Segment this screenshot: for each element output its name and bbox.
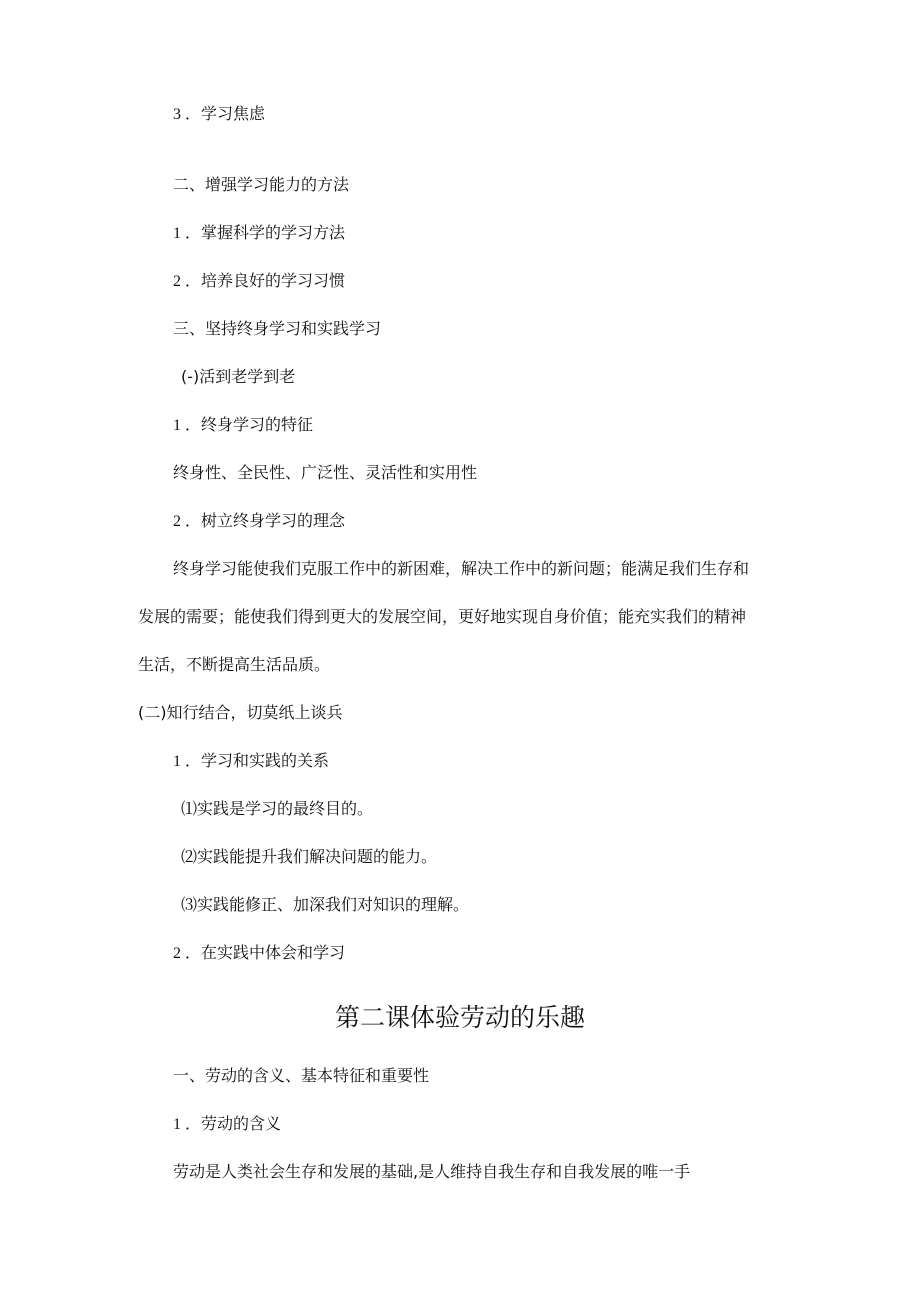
item-text: ⑶实践能修正、加深我们对知识的理解。 (181, 895, 470, 914)
item-text: ．培养良好的学习习惯 (185, 271, 346, 290)
paragraph-text: 劳动是人类社会生存和发展的基础,是人维持自我生存和自我发展的唯一手 (173, 1162, 691, 1181)
item-number: 1 (173, 753, 185, 770)
list-item-habits (173, 271, 345, 292)
paragraph-text: 终身性、全民性、广泛性、灵活性和实用性 (173, 463, 478, 482)
paragraph-labor (173, 1162, 690, 1182)
paragraph-features (173, 463, 477, 483)
list-item-relation (173, 751, 329, 772)
sub-item-1 (181, 799, 373, 819)
sub-item-2 (181, 847, 437, 867)
paragraph-line-1 (173, 559, 749, 579)
heading-text: (二)知行结合，切莫纸上谈兵 (138, 703, 343, 722)
list-item-features (173, 415, 313, 436)
list-item-practice (173, 943, 345, 964)
sub-item-3 (181, 895, 469, 915)
item-text: ．学习和实践的关系 (185, 751, 330, 770)
item-text: ⑴实践是学习的最终目的。 (181, 799, 374, 818)
paragraph-text: 发展的需要；能使我们得到更大的发展空间，更好地实现自身价值；能充实我们的精神 (138, 607, 747, 626)
item-number: 3 (173, 106, 185, 123)
paragraph-text: 生活，不断提高生活品质。 (138, 655, 331, 674)
lesson-title: 第二课体验劳动的乐趣 (334, 1003, 585, 1032)
list-item-meaning (173, 1114, 281, 1135)
heading-text: 二、增强学习能力的方法 (173, 175, 350, 194)
list-item-methods (173, 223, 345, 244)
heading-text: 三、坚持终身学习和实践学习 (173, 319, 382, 338)
paragraph-line-2 (138, 607, 746, 627)
item-number: 2 (173, 513, 185, 530)
heading-text: (-)活到老学到老 (181, 367, 296, 386)
list-item-study-anxiety (173, 104, 265, 125)
item-text: ．在实践中体会和学习 (185, 943, 346, 962)
item-number: 1 (173, 1116, 185, 1133)
item-number: 2 (173, 945, 185, 962)
section-heading-2 (173, 175, 349, 195)
item-text: ⑵实践能提升我们解决问题的能力。 (181, 847, 438, 866)
paragraph-line-3 (138, 655, 330, 675)
item-text: ．劳动的含义 (185, 1114, 282, 1133)
item-number: 1 (173, 417, 185, 434)
subsection-heading-2 (138, 703, 343, 723)
item-number: 1 (173, 225, 185, 242)
item-text: ．掌握科学的学习方法 (185, 223, 346, 242)
item-text: ．学习焦虑 (185, 104, 266, 123)
heading-text: 一、劳动的含义、基本特征和重要性 (173, 1066, 430, 1085)
paragraph-text: 终身学习能使我们克服工作中的新困难，解决工作中的新问题；能满足我们生存和 (173, 559, 750, 578)
item-text: ．终身学习的特征 (185, 415, 314, 434)
list-item-concept (173, 511, 345, 532)
item-text: ．树立终身学习的理念 (185, 511, 346, 530)
section-heading-1 (173, 1066, 429, 1086)
item-number: 2 (173, 273, 185, 290)
section-heading-3 (173, 319, 381, 339)
subsection-heading-1 (181, 367, 295, 387)
